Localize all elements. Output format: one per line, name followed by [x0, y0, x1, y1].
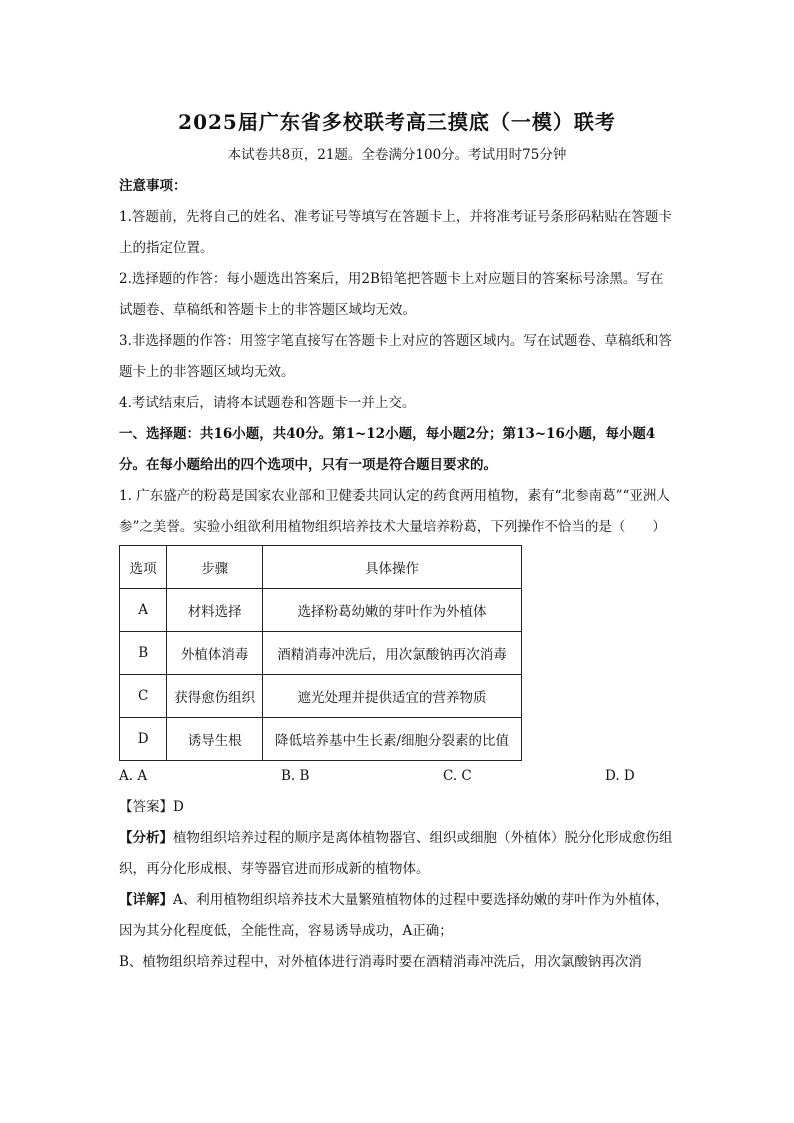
table-row — [120, 589, 522, 632]
table-header-cell: 步骤 — [167, 546, 263, 589]
answer-choices — [119, 761, 675, 792]
table-cell: 遮光处理并提供适宜的营养物质 — [263, 675, 522, 718]
table-cell: 获得愈伤组织 — [167, 675, 263, 718]
table-cell: 酒精消毒冲洗后，用次氯酸钠再次消毒 — [263, 632, 522, 675]
table-cell: C — [120, 675, 167, 718]
detail-paragraph-b: B、植物组织培养过程中，对外植体进行消毒时要在酒精消毒冲洗后，用次氯酸钠再次消 — [119, 954, 642, 970]
notice-item: 2.选择题的作答：每小题选出答案后，用2B铅笔把答题卡上对应题目的答案标号涂黑。写在试题卷、草稿纸和答题卡上的非答题区域均无效。 — [119, 271, 664, 318]
table-header-cell: 选项 — [120, 546, 167, 589]
notice-item: 1.答题前，先将自己的姓名、准考证号等填写在答题卡上，并将准考证号条形码粘贴在答题卡上的指定位置。 — [119, 209, 672, 256]
answer-line: 【答案】D — [119, 799, 184, 815]
table-cell: D — [120, 718, 167, 761]
page-subtitle: 本试卷共8页，21题。全卷满分100分。考试用时75分钟 — [227, 147, 567, 163]
page-title: 2025届广东省多校联考高三摸底（一模）联考 — [178, 110, 616, 134]
analysis-paragraph — [119, 823, 675, 885]
table-cell: A — [120, 589, 167, 632]
table-row — [120, 675, 522, 718]
table-cell: B — [120, 632, 167, 675]
table-cell: 选择粉葛幼嫩的芽叶作为外植体 — [263, 589, 522, 632]
analysis-text: 植物组织培养过程的顺序是离体植物器官、组织或细胞（外植体）脱分化形成愈伤组织，再分化形成根、芽等器官进而形成新的植物体。 — [119, 830, 673, 877]
table-row — [120, 718, 522, 761]
options-table — [119, 545, 522, 761]
choice-a: A. A — [119, 768, 148, 784]
notice-item: 3.非选择题的作答：用签字笔直接写在答题卡上对应的答题区域内。写在试题卷、草稿纸和答题卡上的非答题区域均无效。 — [119, 333, 672, 380]
table-cell: 外植体消毒 — [167, 632, 263, 675]
analysis-label: 【分析】 — [119, 830, 173, 846]
table-row — [120, 632, 522, 675]
choice-d: D. D — [605, 768, 635, 784]
table-header-cell: 具体操作 — [263, 546, 522, 589]
notice-item: 4.考试结束后，请将本试题卷和答题卡一并上交。 — [119, 395, 416, 411]
choice-c: C. C — [443, 768, 472, 784]
section-heading: 一、选择题：共16小题，共40分。第1~12小题，每小题2分；第13~16小题，每小题4分。在每小题给出的四个选项中，只有一项是符合题目要求的。 — [119, 426, 656, 473]
question-stem: 1. 广东盛产的粉葛是国家农业部和卫健委共同认定的药食两用植物，素有“北参南葛”“亚洲人参”之美誉。实验小组欲利用植物组织培养技术大量培养粉葛，下列操作不恰当的是（ ） — [119, 488, 670, 535]
detail-text: A、利用植物组织培养技术大量繁殖植物体的过程中要选择幼嫩的芽叶作为外植体，因为其分化程度低，全能性高，容易诱导成功，A正确； — [119, 892, 669, 939]
choice-b: B. B — [281, 768, 310, 784]
table-header-row — [120, 546, 522, 589]
table-cell: 降低培养基中生长素/细胞分裂素的比值 — [263, 718, 522, 761]
detail-label: 【详解】 — [119, 892, 173, 908]
exam-page — [119, 96, 675, 978]
notice-heading: 注意事项： — [119, 178, 187, 194]
detail-paragraph — [119, 885, 675, 947]
table-cell: 诱导生根 — [167, 718, 263, 761]
table-cell: 材料选择 — [167, 589, 263, 632]
